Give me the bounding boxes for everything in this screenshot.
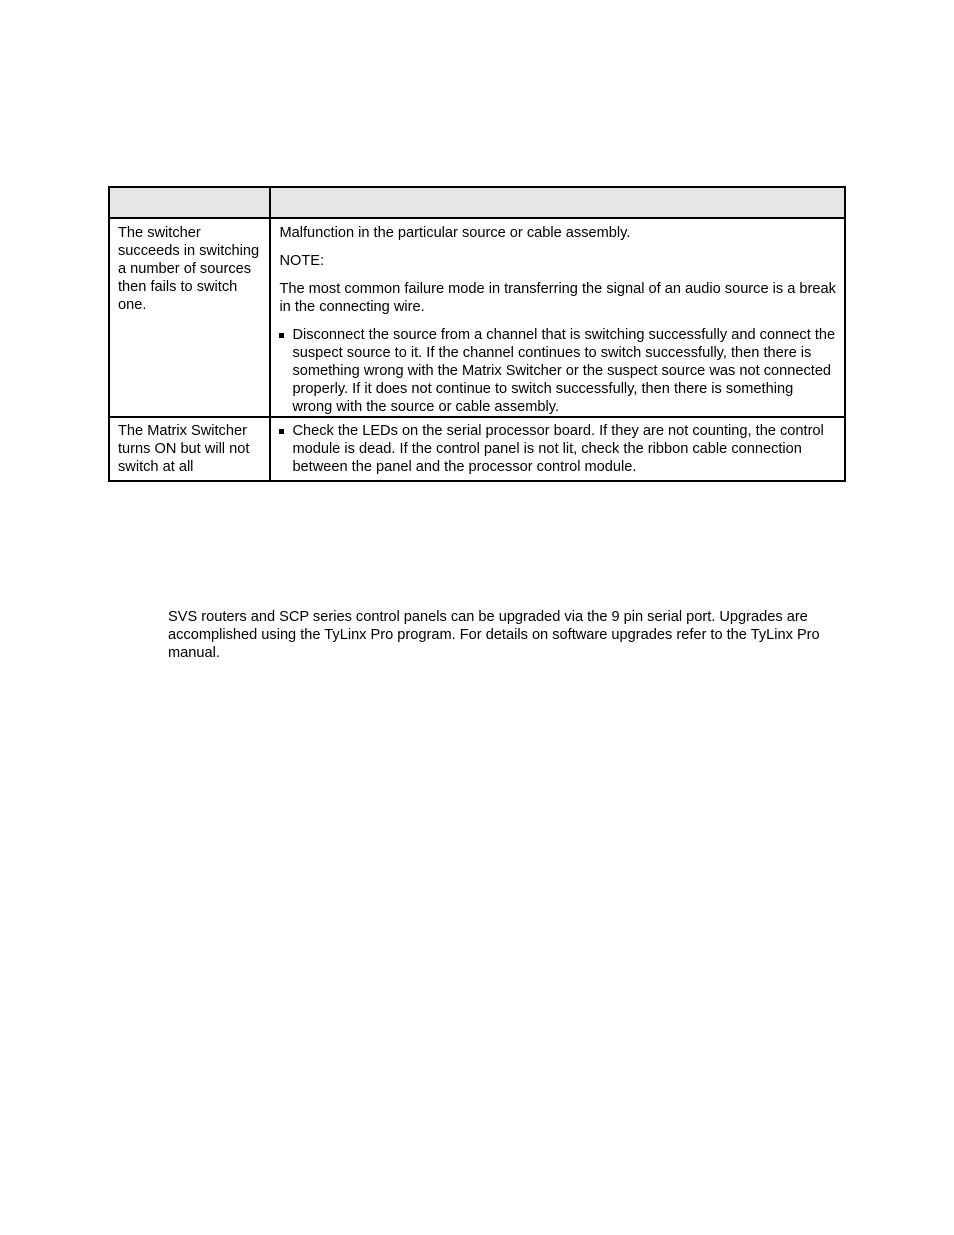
note-text: The most common failure mode in transferring the signal of an audio source is a break in the connecting wire. (279, 281, 836, 315)
upgrade-paragraph: SVS routers and SCP series control panels can be upgraded via the 9 pin serial port. Upgrades are accomplished using the TyLinx Pro program. For details on software upgrades refer to the TyLinx Pro manual. (168, 609, 820, 661)
problem-text: The switcher succeeds in switching a number of sources then fails to switch one. (118, 225, 260, 313)
square-bullet-icon (279, 429, 284, 434)
remedy-cell (270, 417, 845, 481)
remedy-bullet-list (279, 422, 836, 476)
remedy-cell (270, 218, 845, 417)
table-header-row (109, 187, 845, 218)
list-item (279, 326, 836, 416)
remedy-line: Malfunction in the particular source or cable assembly. (279, 225, 631, 241)
bullet-text: Check the LEDs on the serial processor board. If they are not counting, the control module is dead. If the control panel is not lit, check the ribbon cable connection between the panel and the processor control module. (292, 423, 824, 475)
bullet-text: Disconnect the source from a channel that is switching successfully and connect the suspect source to it. If the channel continues to switch successfully, then there is something wrong with the Matrix Switcher or the suspect source was not connected properly. If it does not continue to switch successfully, then there is something wrong with the source or cable assembly. (292, 327, 836, 415)
table-row (109, 417, 845, 481)
troubleshooting-table (108, 186, 846, 482)
remedy-bullet-list (279, 326, 836, 416)
table-row (109, 218, 845, 417)
header-problem (109, 187, 270, 218)
square-bullet-icon (279, 333, 284, 338)
problem-cell (109, 417, 270, 481)
note-label: NOTE: (279, 253, 325, 269)
list-item (279, 422, 836, 476)
header-remedy (270, 187, 845, 218)
problem-cell (109, 218, 270, 417)
problem-text: The Matrix Switcher turns ON but will not switch at all (118, 423, 250, 475)
